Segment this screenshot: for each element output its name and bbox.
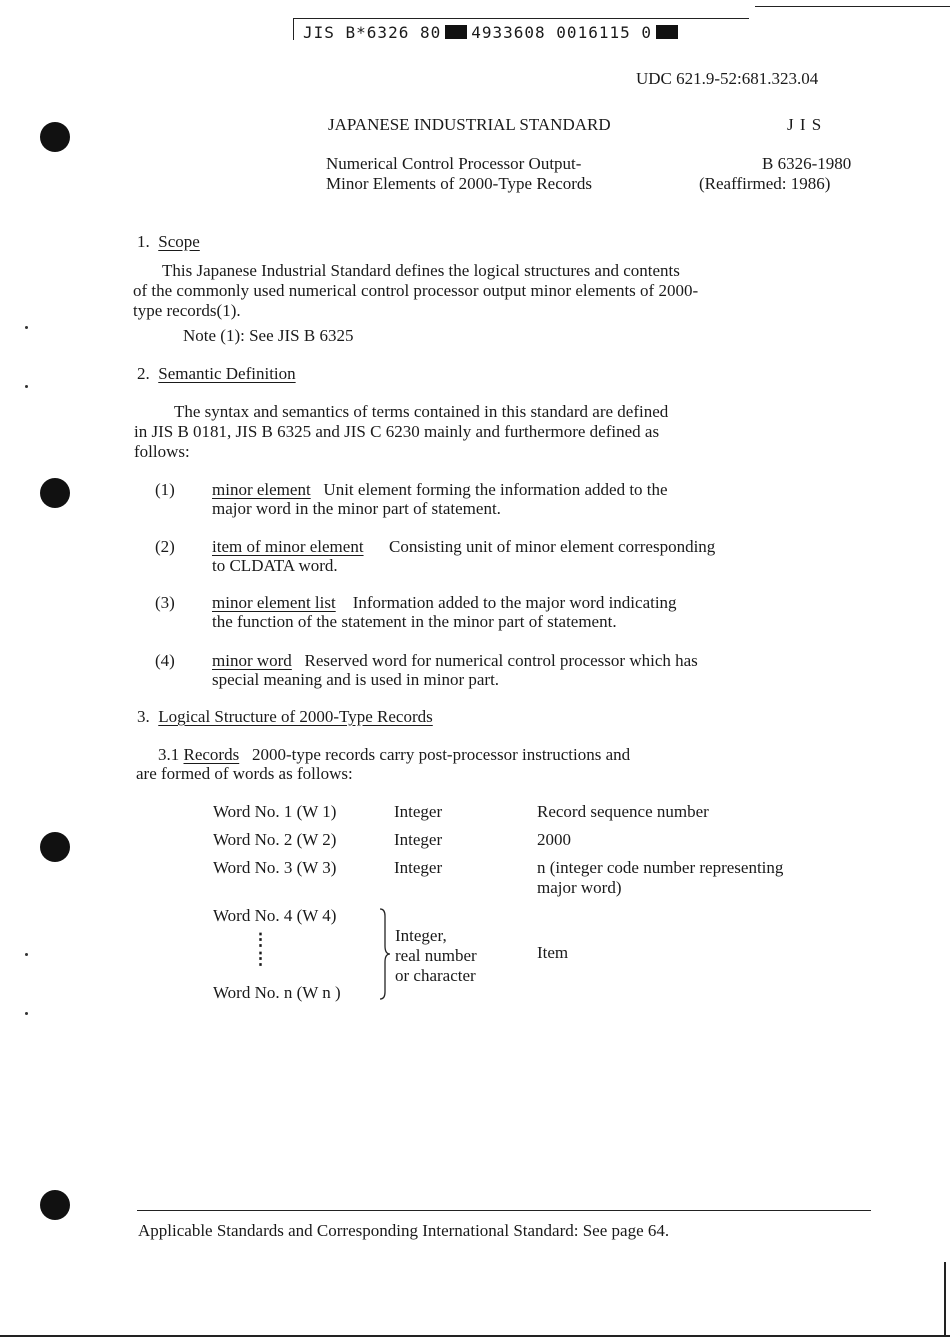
scan-speck [25, 326, 28, 329]
group-type-line: or character [395, 966, 476, 985]
definition-term: item of minor element [212, 537, 364, 556]
reaffirmed-date: (Reaffirmed: 1986) [699, 174, 831, 193]
top-rule [755, 6, 950, 7]
word-type: Integer [394, 802, 443, 821]
section-title: Scope [158, 232, 200, 251]
stamp-code: JIS B*6326 80 [303, 23, 442, 42]
definition-text: Unit element forming the information added to the [323, 480, 668, 499]
word-label-first: Word No. 4 (W 4) [213, 906, 337, 925]
definition-line-1 [212, 537, 715, 557]
title-line-2: Minor Elements of 2000-Type Records [326, 174, 593, 193]
definition-text: Information added to the major word indicating [352, 593, 677, 612]
word-label: Word No. 1 (W 1) [213, 802, 337, 821]
word-label: Word No. 3 (W 3) [213, 858, 337, 877]
scan-speck [25, 953, 28, 956]
standard-body: JAPANESE INDUSTRIAL STANDARD [328, 115, 611, 134]
word-description: n (integer code number representing [537, 858, 784, 877]
semantic-intro-line-2: in JIS B 0181, JIS B 6325 and JIS C 6230 mainly and furthermore defined as [134, 422, 660, 441]
scope-text-line-1: This Japanese Industrial Standard defines the logical structures and contents [162, 261, 680, 280]
stamp-number: 4933608 0016115 0 [471, 23, 652, 42]
section-number: 3. [137, 707, 150, 726]
definition-line-2: the function of the statement in the minor part of statement. [212, 612, 617, 631]
title-line-1: Numerical Control Processor Output- [326, 154, 582, 173]
definition-number: (2) [155, 537, 175, 556]
definition-line-2: to CLDATA word. [212, 556, 338, 575]
section-title: Semantic Definition [158, 364, 296, 383]
word-label-last: Word No. n (W n ) [213, 983, 341, 1002]
definition-term: minor element [212, 480, 311, 499]
jis-mark: J I S [787, 115, 823, 134]
redaction-block [445, 25, 467, 39]
binder-hole [40, 478, 70, 508]
word-description: 2000 [537, 830, 571, 849]
section-3-heading [137, 707, 433, 727]
udc-code: UDC 621.9-52:681.323.04 [636, 69, 819, 88]
standard-number: B 6326-1980 [762, 154, 852, 173]
scope-text-line-2: of the commonly used numerical control processor output minor elements of 2000- [133, 281, 699, 300]
semantic-intro-line-1: The syntax and semantics of terms contained in this standard are defined [174, 402, 669, 421]
word-description-cont: major word) [537, 878, 622, 897]
definition-number: (1) [155, 480, 175, 499]
footer-rule [137, 1210, 871, 1211]
redaction-block [656, 25, 678, 39]
definition-line-1 [212, 651, 698, 671]
scope-text-line-3: type records(1). [133, 301, 241, 320]
definition-term: minor element list [212, 593, 336, 612]
definition-term: minor word [212, 651, 292, 670]
definition-line-2: major word in the minor part of statement. [212, 499, 501, 518]
section-number: 1. [137, 232, 150, 251]
definition-text: Consisting unit of minor element corresponding [389, 537, 716, 556]
definition-number: (4) [155, 651, 175, 670]
footer-note: Applicable Standards and Corresponding International Standard: See page 64. [138, 1221, 670, 1240]
word-type: Integer [394, 830, 443, 849]
records-line-1 [158, 745, 630, 765]
group-type [395, 926, 477, 986]
scan-speck [25, 1012, 28, 1015]
group-description: Item [537, 943, 569, 962]
page-right-edge [944, 1262, 946, 1337]
binder-hole [40, 122, 70, 152]
definition-line-1 [212, 480, 668, 500]
binder-hole [40, 1190, 70, 1220]
records-text: 2000-type records carry post-processor instructions and [251, 745, 631, 764]
word-label: Word No. 2 (W 2) [213, 830, 337, 849]
stamp-border [293, 18, 294, 40]
header-stamp [303, 23, 682, 42]
group-type-line: Integer, [395, 926, 447, 945]
group-type-line: real number [395, 946, 477, 965]
binder-hole [40, 832, 70, 862]
records-line-2: are formed of words as follows: [136, 764, 353, 783]
word-type: Integer [394, 858, 443, 877]
definition-text: Reserved word for numerical control processor which has [304, 651, 698, 670]
definition-number: (3) [155, 593, 175, 612]
definition-line-1 [212, 593, 677, 613]
section-number: 2. [137, 364, 150, 383]
subsection-number: 3.1 [158, 745, 180, 764]
section-2-heading [137, 364, 296, 384]
page-bottom-edge [0, 1335, 950, 1337]
word-description: Record sequence number [537, 802, 709, 821]
section-title: Logical Structure of 2000-Type Records [158, 707, 433, 726]
definition-line-2: special meaning and is used in minor part. [212, 670, 500, 689]
vertical-ellipsis: ⋮ ⋮ [252, 930, 269, 968]
stamp-border [293, 18, 749, 19]
section-1-heading [137, 232, 200, 252]
semantic-intro-line-3: follows: [134, 442, 190, 461]
scope-note: Note (1): See JIS B 6325 [183, 326, 354, 345]
subsection-title: Records [183, 745, 240, 764]
right-brace-icon [378, 908, 392, 1000]
scan-speck [25, 385, 28, 388]
